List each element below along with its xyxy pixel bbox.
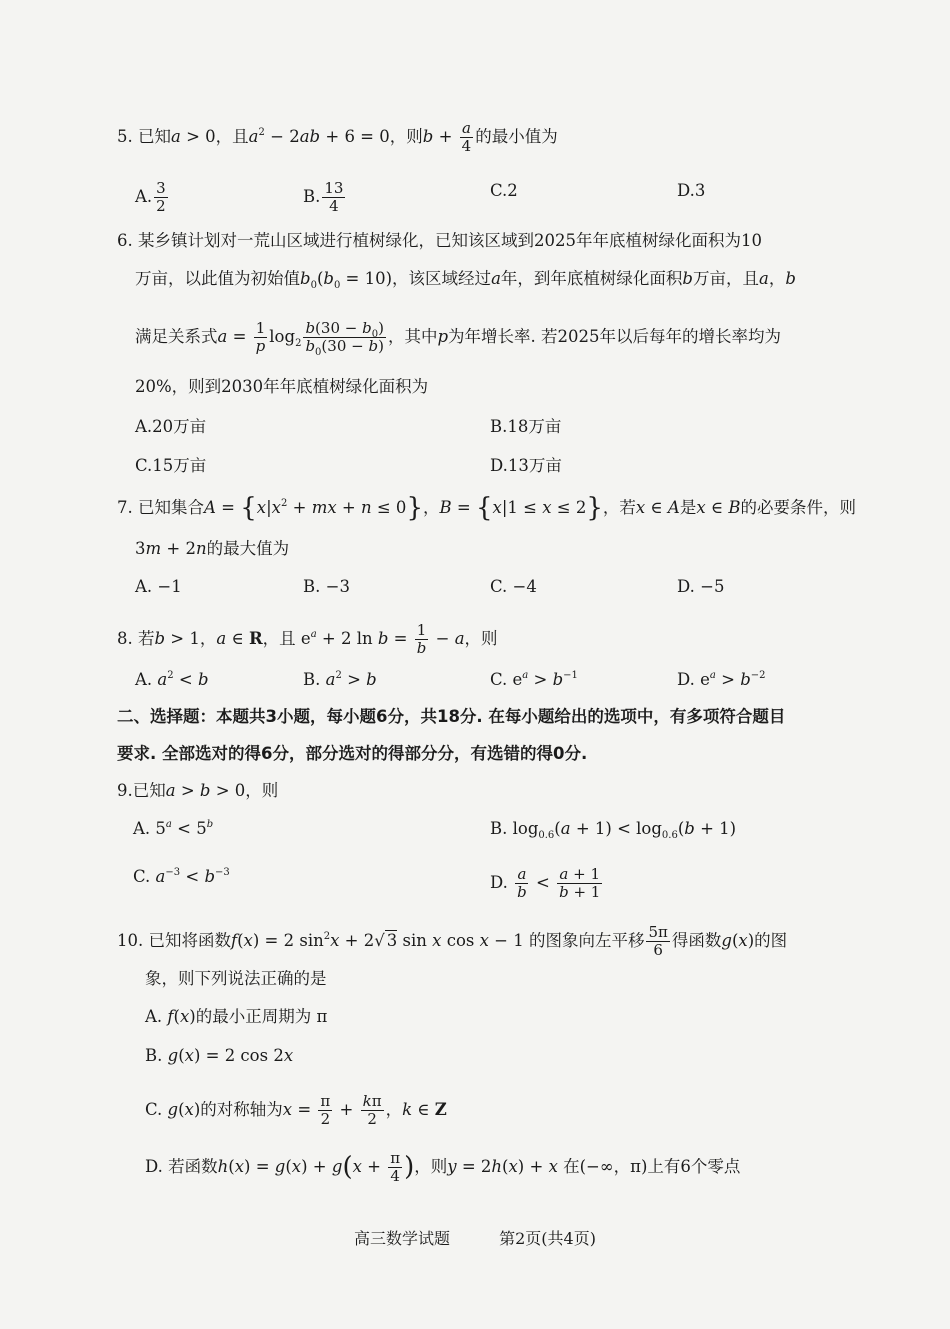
q9-option-a: A. $5^a < 5^b$ <box>133 819 214 838</box>
q9-option-d: D. $\frac{a}{b}$ < $\frac{a + 1}{b + 1}$ <box>490 865 601 901</box>
q5-text <box>0 0 1 1</box>
question-7-line-2: 3m + 2n的最大值为 <box>135 539 290 558</box>
q7-option-c: C. −4 <box>490 577 537 596</box>
q10-option-b: B. g(x) = 2 cos 2x <box>145 1046 294 1065</box>
section-2-header-line-2: 要求. 全部选对的得6分，部分选对的得部分分，有选错的得0分. <box>117 744 588 763</box>
question-10-line-1: 10. 已知将函数f(x) = 2 $\sin^2x + 2√$ 3 sin x cos x − 1 的图象向左平移 $\frac{5\pi}{6}$ 得函数g(x)的图 <box>117 923 788 959</box>
page-footer <box>0 1226 950 1249</box>
q6-option-b: B.18万亩 <box>490 417 562 436</box>
q5-option-a: A. $\frac{3}{2}$ <box>135 179 166 215</box>
question-5: 5. 已知a > 0，且$a^2 - 2ab + 6 = 0$，则b + $\frac{a}{4}$ 的最小值为 <box>117 119 558 155</box>
q9-option-c: C. $a^{-3} < b^{-3}$ <box>133 867 230 886</box>
q6-option-a: A.20万亩 <box>135 417 207 436</box>
question-6-line-3: 满足关系式a = $\frac{1}{p}$ $\log_2$ $\frac{b(30 - b_0)}{b_0(30 - b)}$ ，其中p为年增长率. 若2025年以后每年的增长率均为 <box>135 319 781 358</box>
q6-option-d: D.13万亩 <box>490 456 562 475</box>
q9-option-b: B. $\log_{0.6}(a + 1) < \log_{0.6}(b + 1)$ <box>490 819 737 841</box>
q7-option-b: B. −3 <box>303 577 350 596</box>
q10-option-d: D. 若函数h(x) = g(x) + g(x + $\frac{\pi}{4}$ )，则y = 2h(x) + x 在(−∞，π)上有6个零点 <box>145 1149 741 1185</box>
question-6-line-1: 6. 某乡镇计划对一荒山区域进行植树绿化，已知该区域到2025年年底植树绿化面积为10 <box>117 231 762 250</box>
q8-option-b: B. $a^2 > b$ <box>303 670 377 689</box>
q5-option-b: B. $\frac{13}{4}$ <box>303 179 344 215</box>
q7-option-a: A. −1 <box>135 577 182 596</box>
footer-subject: 高三数学试题 <box>354 1229 451 1248</box>
question-7-line-1: 7. 已知集合$A = \{x|x^2$ + mx + n ≤ 0}，B = {x|1 ≤ x ≤ 2}，若x ∈ A是x ∈ B的必要条件，则 <box>117 493 856 523</box>
footer-page-number: 第2页(共4页) <box>499 1229 596 1248</box>
q10-option-c: C. g(x)的对称轴为x = $\frac{\pi}{2}$ + $\frac{k\pi}{2}$ ，k ∈ Z <box>145 1092 447 1128</box>
question-10-line-2: 象，则下列说法正确的是 <box>145 969 327 988</box>
q8-option-c: C. $e^a > b^{-1}$ <box>490 670 578 689</box>
q6-option-c: C.15万亩 <box>135 456 207 475</box>
q8-option-d: D. $e^a > b^{-2}$ <box>677 670 766 689</box>
question-6-line-4: 20%，则到2030年年底植树绿化面积为 <box>135 377 429 396</box>
question-8: 8. 若b > 1，a ∈ R，且 $e^a + 2$ ln b = $\frac{1}{b}$ − a，则 <box>117 621 498 657</box>
q10-option-a: A. f(x)的最小正周期为 π <box>145 1007 328 1026</box>
q5-option-d: D.3 <box>677 181 706 200</box>
question-9: 9.已知a > b > 0，则 <box>117 781 279 800</box>
q8-option-a: A. $a^2 < b$ <box>135 670 209 689</box>
q5-option-c: C.2 <box>490 181 518 200</box>
section-2-header-line-1: 二、选择题：本题共3小题，每小题6分，共18分. 在每小题给出的选项中，有多项符合题目 <box>117 707 786 726</box>
question-6-line-2: 万亩，以此值为初始值$b_0(b_0 = 10)$，该区域经过a年，到年底植树绿化面积b万亩，且a，b <box>135 269 796 291</box>
q7-option-d: D. −5 <box>677 577 725 596</box>
